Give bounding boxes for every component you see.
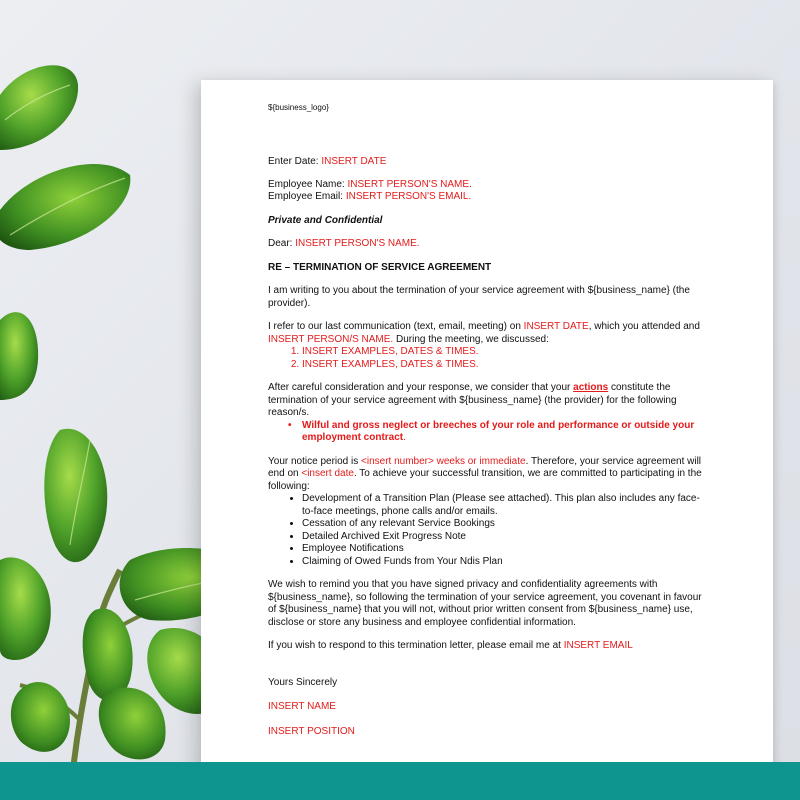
employee-name-value: INSERT PERSON'S NAME. — [347, 178, 472, 190]
text-span: , which you attended and — [588, 321, 700, 332]
list-item: 2. INSERT EXAMPLES, DATES & TIMES. — [302, 359, 708, 372]
reason-list — [268, 420, 708, 445]
employee-email-value: INSERT PERSON'S EMAIL. — [345, 191, 472, 202]
insert-email-field: INSERT EMAIL — [563, 640, 633, 651]
paragraph-intro: I am writing to you about the termination of your service agreement with ${business_name} (the provider). — [268, 285, 690, 309]
text-span: I refer to our last communication (text, email, meeting) on — [268, 321, 524, 332]
transition-list — [268, 493, 708, 568]
discussed-list — [268, 346, 708, 371]
reason-end: . — [403, 432, 406, 443]
bullet-icon: • — [288, 419, 292, 431]
paragraph-notice — [268, 456, 708, 494]
insert-date-field: INSERT DATE — [523, 321, 589, 332]
dear-label: Dear: — [268, 238, 296, 249]
text-span: During the meeting, we discussed: — [393, 333, 549, 345]
notice-period-field: <insert number> weeks or immediate — [361, 455, 526, 467]
list-item: 1. INSERT EXAMPLES, DATES & TIMES. — [302, 346, 708, 359]
list-item: • Employee Notifications — [302, 543, 708, 556]
enter-date-label: Enter Date: — [268, 156, 322, 167]
insert-person-field: INSERT PERSON/S NAME. — [268, 333, 394, 345]
employee-email-line — [268, 191, 708, 204]
business-logo-placeholder: ${business_logo} — [268, 103, 329, 112]
signature-name: INSERT NAME — [268, 701, 336, 712]
employee-email-label: Employee Email: — [268, 191, 346, 202]
letter-page — [201, 80, 773, 780]
text-span: After careful consideration and your response, we consider that your — [268, 382, 574, 393]
paragraph-consideration — [268, 382, 708, 420]
subject-heading: RE – TERMINATION OF SERVICE AGREEMENT — [268, 261, 492, 273]
list-item — [288, 420, 708, 445]
text-span: . Therefore, your service agreement will end on — [268, 455, 702, 479]
letter-content — [268, 103, 708, 738]
dear-value: INSERT PERSON'S NAME. — [295, 238, 420, 249]
paragraph-communication — [268, 321, 708, 346]
enter-date-line — [268, 156, 708, 169]
list-item: • Cessation of any relevant Service Bookings — [302, 518, 708, 531]
signature-position: INSERT POSITION — [268, 725, 355, 737]
confidential-label: Private and Confidential — [268, 214, 383, 226]
paragraph-privacy: We wish to remind you that you have signed privacy and confidentiality agreements with ${business_name}, so following the termination of your service agreement, you covenant in favour of ${business_name} that you will not, without prior written consent from ${business_name} use, disclose or store any business and employee confidential information. — [268, 579, 702, 628]
footer-bar — [0, 762, 800, 800]
actions-link[interactable]: actions — [573, 382, 609, 393]
list-item: • Detailed Archived Exit Progress Note — [302, 531, 708, 544]
text-span: constitute the termination of your service agreement with ${business_name} (the provider) for the following reason/s. — [268, 382, 677, 418]
text-span: If you wish to respond to this termination letter, please email me at — [268, 640, 564, 651]
enter-date-value: INSERT DATE — [321, 156, 387, 167]
text-span: Your notice period is — [268, 455, 362, 467]
list-item: • Claiming of Owed Funds from Your Ndis Plan — [302, 556, 708, 569]
dear-line — [268, 238, 708, 251]
closing-line: Yours Sincerely — [268, 676, 338, 688]
text-span: . To achieve your successful transition, we are committed to participating in the following: — [268, 468, 702, 492]
employee-name-label: Employee Name: — [268, 178, 348, 190]
paragraph-respond — [268, 640, 708, 653]
employee-name-line — [268, 179, 708, 192]
end-date-field: <insert date — [301, 468, 354, 479]
list-item: • Development of a Transition Plan (Please see attached). This plan also includes any face-to-face meetings, phone calls and/or emails. — [302, 493, 708, 518]
reason-text: Wilful and gross neglect or breeches of your role and performance or outside your employment contract — [302, 419, 695, 443]
